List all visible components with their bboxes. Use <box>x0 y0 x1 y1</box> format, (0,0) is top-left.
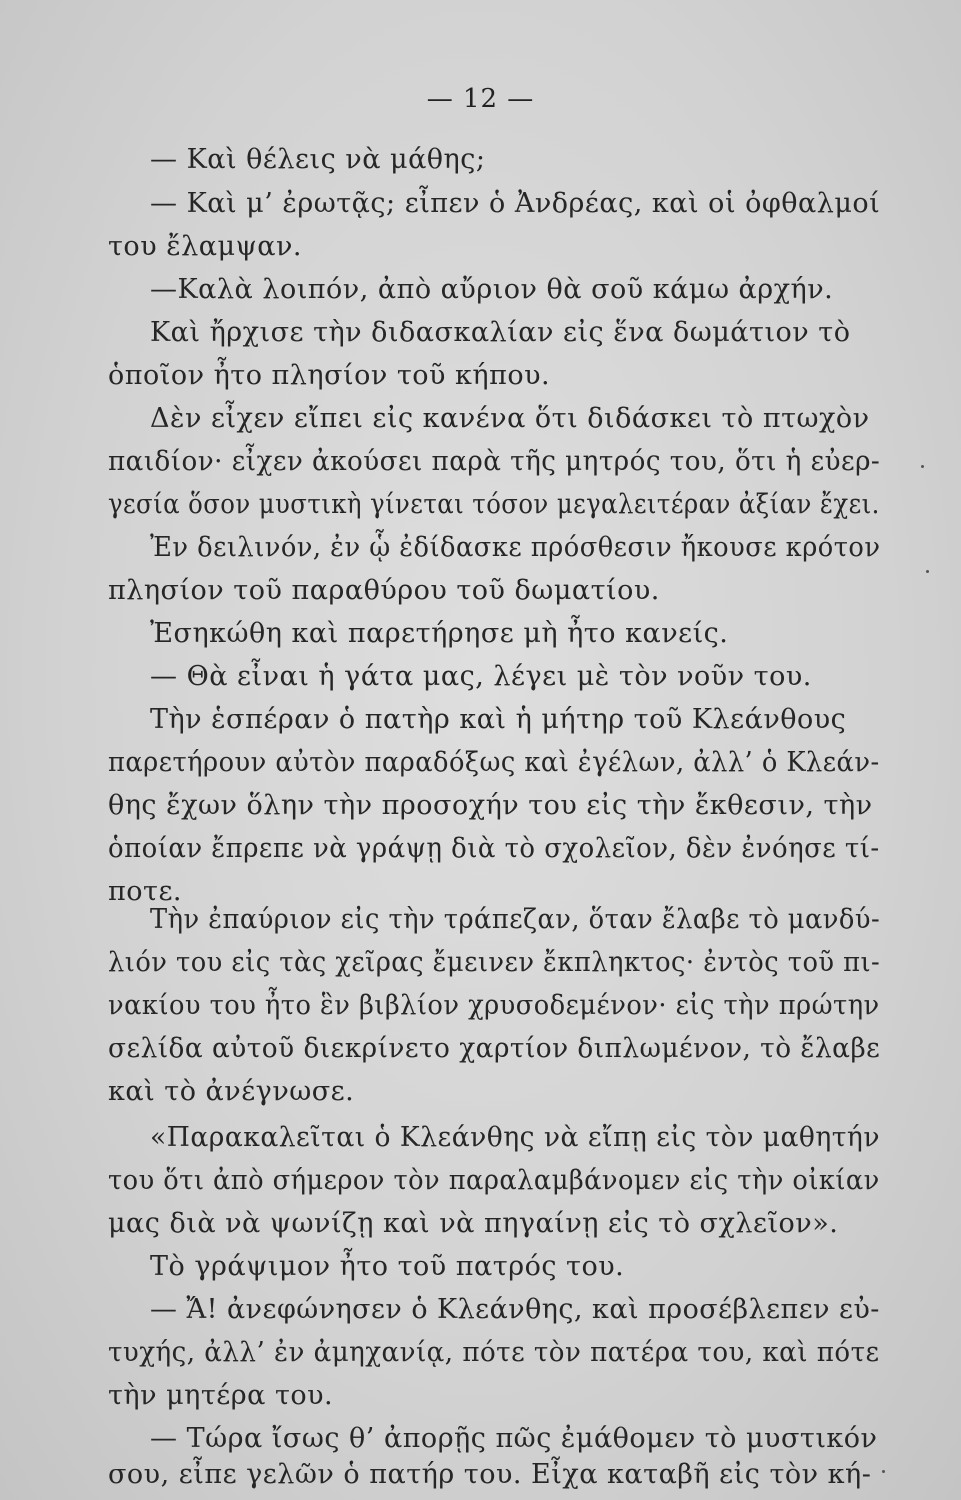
text-line: πλησίον τοῦ παραθύρου τοῦ δωματίου. <box>108 575 660 606</box>
text-line: σου, εἶπε γελῶν ὁ πατήρ του. Εἶχα καταβῆ εἰς τὸν κή- <box>108 1459 872 1490</box>
text-line: — Τώρα ἴσως θ’ ἀπορῇς πῶς ἐμάθομεν τὸ μυστικόν <box>150 1423 878 1454</box>
text-line: — Θὰ εἶναι ἡ γάτα μας, λέγει μὲ τὸν νοῦν του. <box>150 661 812 692</box>
paper-speck <box>921 465 924 468</box>
text-line: τὴν μητέρα του. <box>108 1380 334 1411</box>
text-line: μας διὰ νὰ ψωνίζῃ καὶ νὰ πηγαίνῃ εἰς τὸ σχλεῖον». <box>108 1208 839 1239</box>
text-line: — Ἄ! ἀνεφώνησεν ὁ Κλεάνθης, καὶ προσέβλεπεν εὐ- <box>150 1294 880 1325</box>
paper-speck <box>882 1470 885 1473</box>
text-line: παιδίον· εἶχεν ἀκούσει παρὰ τῆς μητρός του, ὅτι ἡ εὐερ- <box>108 446 881 477</box>
text-line: θης ἔχων ὅλην τὴν προσοχήν του εἰς τὴν ἔκθεσιν, τὴν <box>108 790 873 821</box>
text-line: «Παρακαλεῖται ὁ Κλεάνθης νὰ εἴπῃ εἰς τὸν μαθητήν <box>150 1122 880 1153</box>
text-line: γεσία ὅσον μυστικὴ γίνεται τόσον μεγαλειτέραν ἀξίαν ἔχει. <box>108 489 880 520</box>
text-line: του ἔλαμψαν. <box>108 231 302 262</box>
text-line: Τὴν ἑσπέραν ὁ πατὴρ καὶ ἡ μήτηρ τοῦ Κλεάνθους <box>150 704 847 735</box>
page-number: — 12 — <box>426 84 535 114</box>
text-line: Τὴν ἐπαύριον εἰς τὴν τράπεζαν, ὅταν ἔλαβε τὸ μανδύ- <box>150 904 881 935</box>
paper-speck <box>926 570 929 573</box>
text-line: — Καὶ μ’ ἐρωτᾷς; εἶπεν ὁ Ἀνδρέας, καὶ οἱ ὀφθαλμοί <box>150 188 881 219</box>
text-line: Καὶ ἤρχισε τὴν διδασκαλίαν εἰς ἕνα δωμάτιον τὸ <box>150 317 851 348</box>
text-line: Ἐν δειλινόν, ἐν ᾧ ἐδίδασκε πρόσθεσιν ἤκουσε κρότον <box>150 532 881 563</box>
text-line: —Καλὰ λοιπόν, ἀπὸ αὔριον θὰ σοῦ κάμω ἀρχήν. <box>150 274 834 305</box>
text-line: παρετήρουν αὐτὸν παραδόξως καὶ ἐγέλων, ἀλλ’ ὁ Κλεάν- <box>108 747 880 778</box>
text-line: τυχής, ἀλλ’ ἐν ἀμηχανίᾳ, πότε τὸν πατέρα του, καὶ πότε <box>108 1337 880 1368</box>
text-line: λιόν του εἰς τὰς χεῖρας ἔμεινεν ἔκπληκτος· ἐντὸς τοῦ πι- <box>108 947 881 978</box>
text-line: καὶ τὸ ἀνέγνωσε. <box>108 1076 355 1107</box>
text-line: ὁποῖον ἦτο πλησίον τοῦ κήπου. <box>108 360 551 391</box>
text-line: — Καὶ θέλεις νὰ μάθης; <box>150 144 486 175</box>
text-line: Ἐσηκώθη καὶ παρετήρησε μὴ ἦτο κανείς. <box>150 618 729 649</box>
text-line: Τὸ γράψιμον ἦτο τοῦ πατρός του. <box>150 1251 625 1282</box>
text-line: Δὲν εἶχεν εἴπει εἰς κανένα ὅτι διδάσκει τὸ πτωχὸν <box>150 403 870 434</box>
text-line: νακίου του ἦτο ἓν βιβλίον χρυσοδεμένον· εἰς τὴν πρώτην <box>108 990 880 1021</box>
text-line: του ὅτι ἀπὸ σήμερον τὸν παραλαμβάνομεν εἰς τὴν οἰκίαν <box>108 1165 880 1196</box>
text-line: ποτε. <box>108 876 183 907</box>
text-line: σελίδα αὐτοῦ διεκρίνετο χαρτίον διπλωμένον, τὸ ἔλαβε <box>108 1033 881 1064</box>
text-line: ὁποίαν ἔπρεπε νὰ γράψῃ διὰ τὸ σχολεῖον, δὲν ἐνόησε τί- <box>108 833 880 864</box>
